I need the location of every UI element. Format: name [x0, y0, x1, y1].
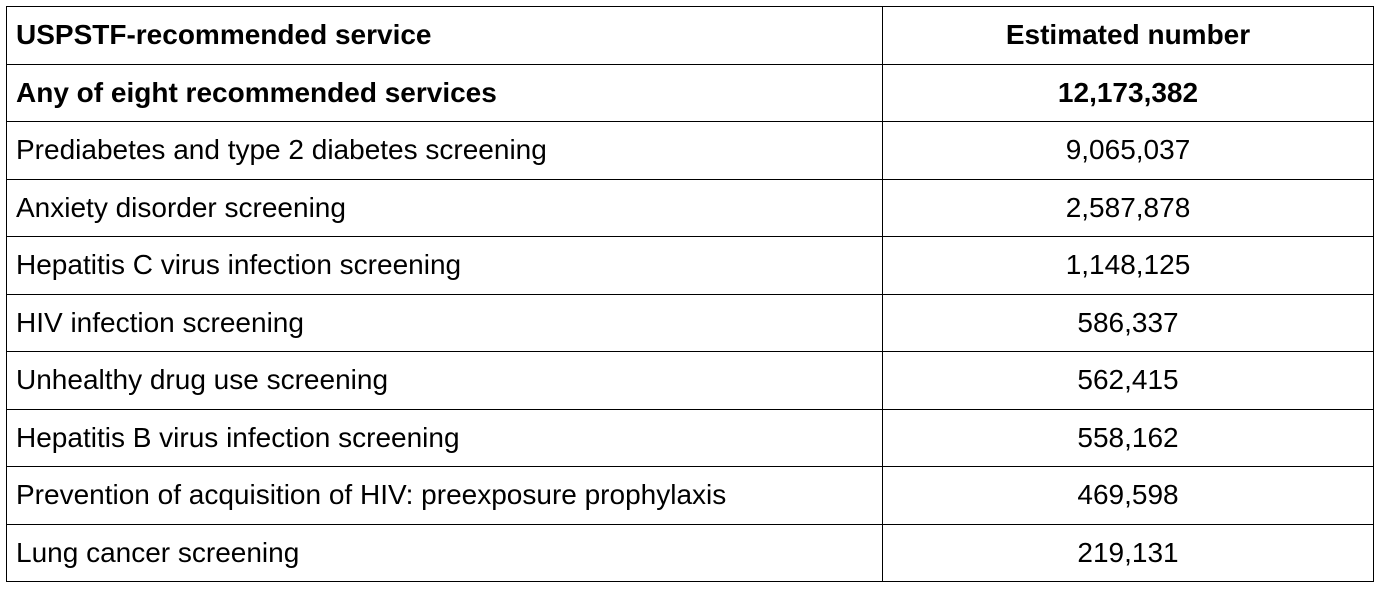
service-cell: Hepatitis C virus infection screening — [7, 237, 883, 295]
table-row — [7, 409, 1374, 467]
estimate-cell: 219,131 — [883, 524, 1374, 582]
table-row — [7, 467, 1374, 525]
summary-estimate-cell: 12,173,382 — [883, 64, 1374, 122]
header-service: USPSTF-recommended service — [7, 7, 883, 65]
table-row — [7, 237, 1374, 295]
service-cell: Hepatitis B virus infection screening — [7, 409, 883, 467]
service-cell: HIV infection screening — [7, 294, 883, 352]
table-row — [7, 122, 1374, 180]
service-cell: Unhealthy drug use screening — [7, 352, 883, 410]
summary-row — [7, 64, 1374, 122]
table-row — [7, 524, 1374, 582]
service-cell: Anxiety disorder screening — [7, 179, 883, 237]
estimate-cell: 9,065,037 — [883, 122, 1374, 180]
estimate-cell: 558,162 — [883, 409, 1374, 467]
service-cell: Prevention of acquisition of HIV: preexposure prophylaxis — [7, 467, 883, 525]
estimate-cell: 586,337 — [883, 294, 1374, 352]
table-row — [7, 179, 1374, 237]
services-table-container — [6, 6, 1374, 582]
table-row — [7, 352, 1374, 410]
service-cell: Lung cancer screening — [7, 524, 883, 582]
table-header-row — [7, 7, 1374, 65]
table-row — [7, 294, 1374, 352]
service-cell: Prediabetes and type 2 diabetes screening — [7, 122, 883, 180]
estimate-cell: 1,148,125 — [883, 237, 1374, 295]
services-table — [6, 6, 1374, 582]
estimate-cell: 2,587,878 — [883, 179, 1374, 237]
header-estimate: Estimated number — [883, 7, 1374, 65]
summary-service-cell: Any of eight recommended services — [7, 64, 883, 122]
estimate-cell: 469,598 — [883, 467, 1374, 525]
estimate-cell: 562,415 — [883, 352, 1374, 410]
